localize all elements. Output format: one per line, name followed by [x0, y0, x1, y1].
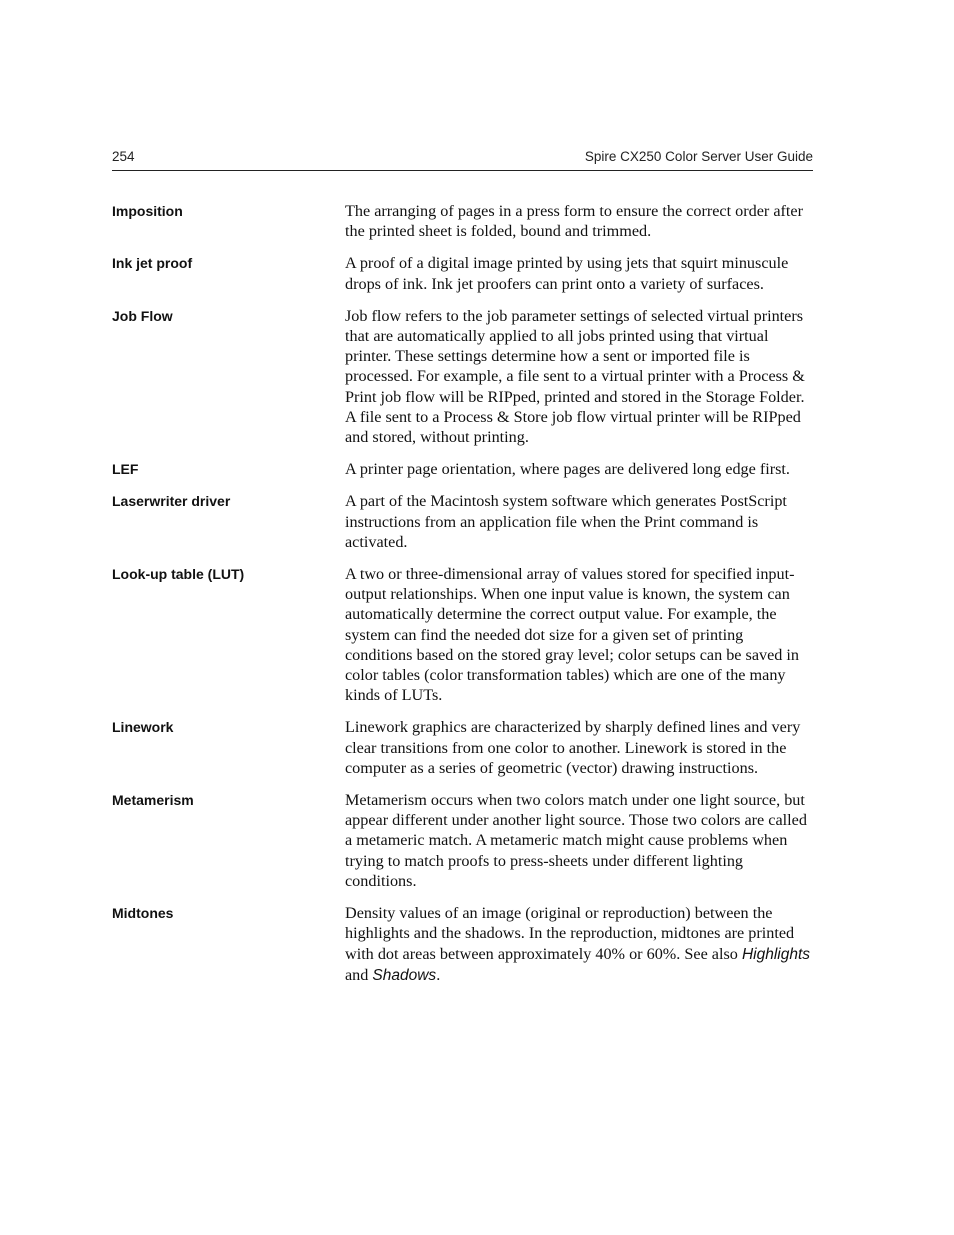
- glossary-list: [112, 201, 814, 998]
- glossary-term: Imposition: [112, 203, 183, 219]
- glossary-entry: [112, 459, 814, 479]
- running-title: Spire CX250 Color Server User Guide: [584, 149, 813, 164]
- glossary-term: Midtones: [112, 905, 174, 922]
- glossary-definition: Job flow refers to the job parameter settings of selected virtual printers that are automatically applied to all jobs printed using that virtual printer. These settings determine how a sent or imported file is processed. For example, a file sent to a virtual printer with a Process & Print job flow will be RIPped, printed and stored in the Storage Folder. A file sent to a Process & Store job flow virtual printer will be RIPped and stored, without printing.: [345, 306, 805, 447]
- see-also-joiner: and: [345, 965, 369, 984]
- glossary-entry: [112, 790, 814, 891]
- glossary-definition: A printer page orientation, where pages are delivered long edge first.: [345, 460, 790, 479]
- glossary-entry: [112, 253, 814, 293]
- see-also-end: .: [436, 965, 441, 984]
- glossary-term: Metamerism: [112, 792, 194, 809]
- see-also-highlights: Highlights: [741, 945, 810, 963]
- glossary-term: LEF: [112, 461, 139, 478]
- glossary-definition: Linework graphics are characterized by sharply defined lines and very clear transitions from one color to another. Linework is stored in the computer as a series of geometric (vector) drawing instructions.: [345, 718, 801, 777]
- glossary-term: Ink jet proof: [112, 255, 193, 272]
- glossary-entry: [112, 903, 814, 986]
- glossary-entry: [112, 306, 814, 447]
- glossary-term: Job Flow: [112, 307, 173, 324]
- page-number: 254: [112, 149, 135, 164]
- page-header: [112, 148, 813, 171]
- see-also-shadows: Shadows: [372, 966, 437, 984]
- glossary-definition: [345, 903, 814, 986]
- glossary-entry: [112, 201, 814, 241]
- glossary-definition: Metamerism occurs when two colors match under one light source, but appear different under another light source. Those two colors are called a metameric match. A metameric match might cause problems when trying to match proofs to press-sheets under different lighting conditions.: [345, 791, 807, 890]
- glossary-entry: [112, 717, 814, 778]
- glossary-definition: A proof of a digital image printed by using jets that squirt minuscule drops of ink. Ink jet proofers can print onto a variety of surfaces.: [345, 254, 789, 293]
- glossary-term: Linework: [112, 719, 174, 736]
- glossary-definition: A two or three-dimensional array of values stored for specified input-output relationships. When one input value is known, the system can automatically determine the correct output value. For example, the system can find the needed dot size for a given set of printing conditions based on the stored gray level; color setups can be saved in color tables (color transformation tables) which are one of the many kinds of LUTs.: [345, 565, 800, 705]
- definition-text: Density values of an image (original or reproduction) between the highlights and the shadows. In the reproduction, midtones are printed with dot areas between approximately 40% or 60%. See also: [345, 904, 795, 963]
- glossary-definition: The arranging of pages in a press form to ensure the correct order after the printed sheet is folded, bound and trimmed.: [345, 202, 803, 241]
- glossary-entry: [112, 491, 814, 552]
- glossary-entry: [112, 564, 814, 705]
- glossary-term: Look-up table (LUT): [112, 566, 245, 583]
- glossary-definition: A part of the Macintosh system software which generates PostScript instructions from an application file when the Print command is activated.: [345, 492, 787, 551]
- glossary-term: Laserwriter driver: [112, 493, 231, 510]
